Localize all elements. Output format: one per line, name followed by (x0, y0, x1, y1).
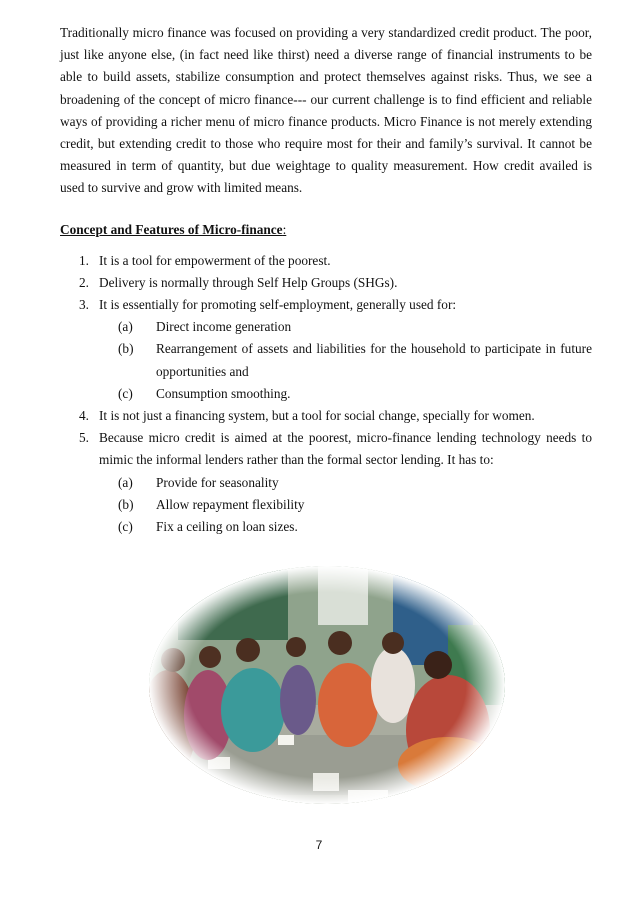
sub-list (99, 472, 592, 539)
sub-list (99, 316, 592, 405)
sub-list-number: (a) (118, 474, 133, 490)
photo-illustration (148, 565, 506, 805)
page-number: 7 (315, 838, 323, 852)
list-number: 5. (79, 430, 89, 446)
sub-list-text: Direct income generation (156, 319, 292, 335)
sub-list-text: Allow repayment flexibility (156, 496, 305, 512)
intro-paragraph: Traditionally micro finance was focused on providing a very standardized credit product. The poor, just like anyone else, (in fact need like thirst) need a diverse range of financial instruments to be able to build assets, stabilize consumption and protect themselves against risks. Thus, we see a broadening of the concept of micro finance--- our current challenge is to find efficient and reliable ways of providing a richer menu of micro finance products. Micro Finance is not merely extending credit, but extending credit to those who require most for their and family’s survival. It cannot be measured in term of quantity, but due weightage to quality measurement. How credit availed is used to survive and grow with limited means. (60, 25, 592, 196)
sub-list-number: (c) (118, 385, 133, 401)
sub-list-number: (a) (118, 319, 133, 335)
sub-list-number: (b) (118, 341, 134, 357)
section-heading-text: Concept and Features of Micro-finance (60, 221, 283, 237)
list-text: It is not just a financing system, but a tool for social change, specially for women. (99, 408, 535, 424)
sub-list-number: (c) (118, 519, 133, 535)
list-text: Because micro credit is aimed at the poorest, micro-finance lending technology needs to mimic the informal lenders rather than the formal sector lending. It has to: (99, 430, 592, 468)
list-item (60, 272, 592, 294)
sub-list-item (118, 472, 592, 494)
list-item (60, 405, 592, 427)
sub-list-text: Provide for seasonality (156, 474, 279, 490)
list-text: It is a tool for empowerment of the poorest. (99, 252, 331, 268)
document-page (60, 22, 592, 538)
sub-list-text: Fix a ceiling on loan sizes. (156, 519, 298, 535)
sub-list-number: (b) (118, 496, 134, 512)
sub-list-item (118, 383, 592, 405)
list-item (60, 250, 592, 272)
group-meeting-photo (148, 565, 506, 805)
sub-list-item (118, 316, 592, 338)
features-list (60, 250, 592, 539)
sub-list-text: Rearrangement of assets and liabilities for the household to participate in future opportunities and (156, 341, 592, 379)
list-text: Delivery is normally through Self Help Groups (SHGs). (99, 274, 398, 290)
list-item (60, 427, 592, 538)
sub-list-item (118, 516, 592, 538)
list-number: 4. (79, 408, 89, 424)
list-number: 2. (79, 274, 89, 290)
section-heading (60, 219, 592, 241)
sub-list-item (118, 338, 592, 382)
list-item (60, 294, 592, 405)
sub-list-text: Consumption smoothing. (156, 385, 291, 401)
list-text: It is essentially for promoting self-employment, generally used for: (99, 297, 457, 313)
sub-list-item (118, 494, 592, 516)
section-heading-colon: : (282, 221, 287, 237)
list-number: 3. (79, 297, 89, 313)
list-number: 1. (79, 252, 89, 268)
